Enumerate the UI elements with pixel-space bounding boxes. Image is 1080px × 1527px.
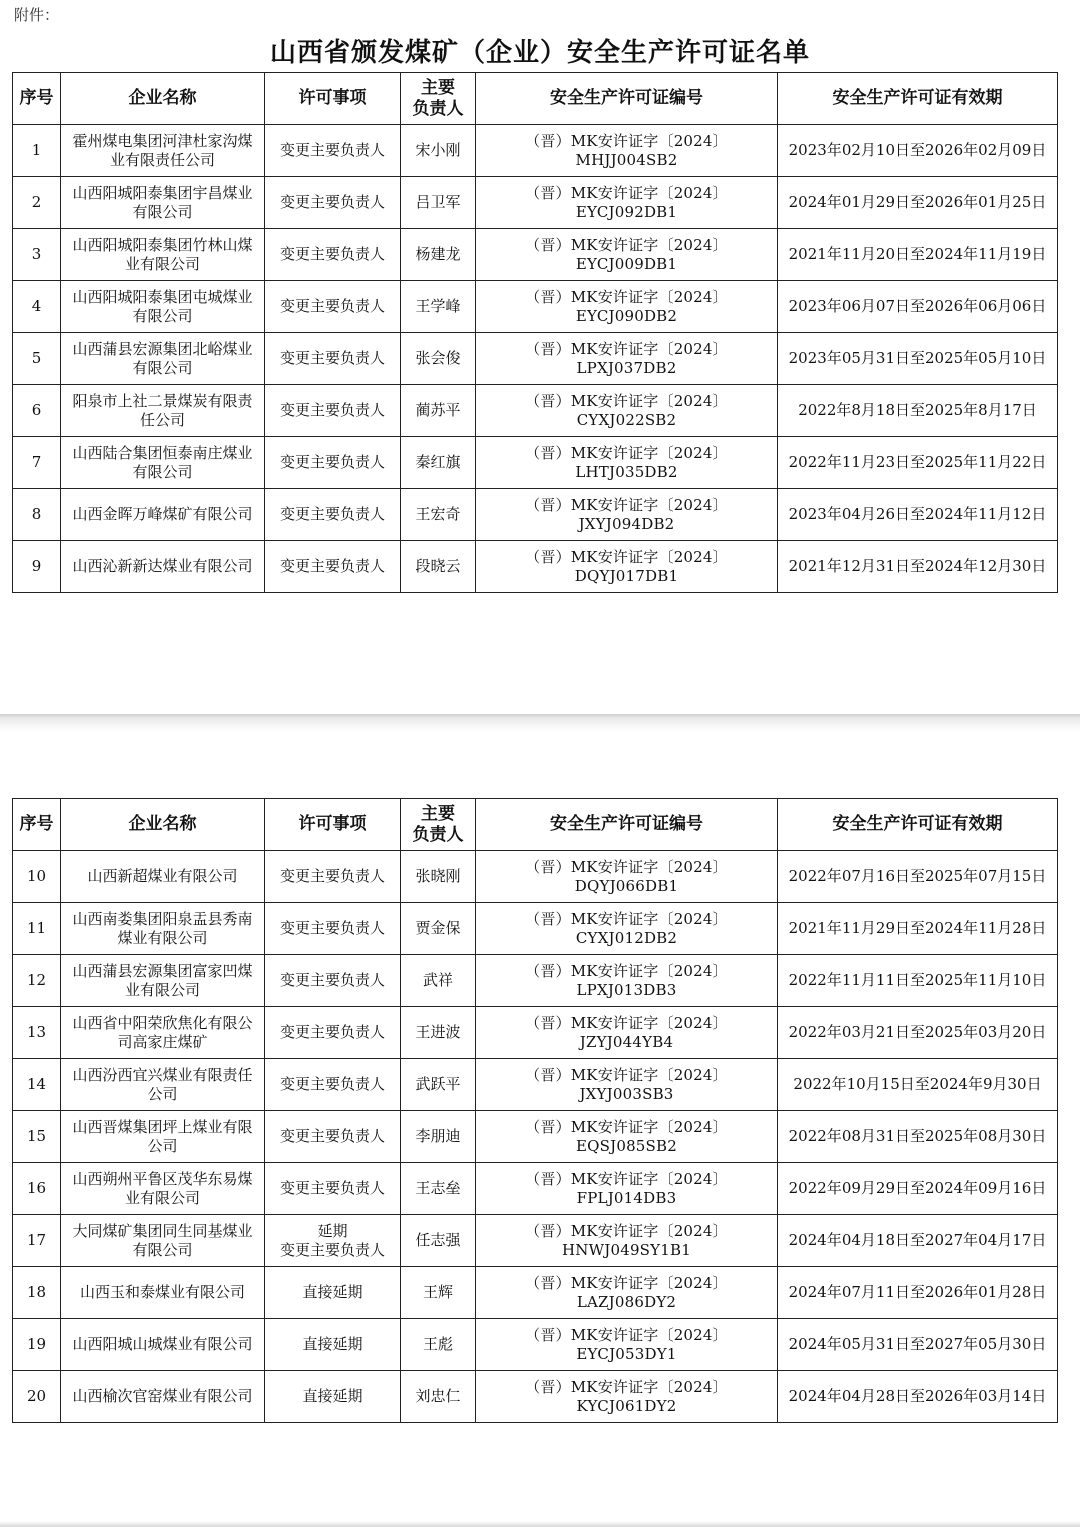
cell-no: 15: [13, 1111, 61, 1163]
attachment-label: 附件：: [14, 6, 60, 24]
table-row: [13, 333, 1058, 385]
cell-item: 变更主要负责人: [265, 333, 401, 385]
cell-no: 6: [13, 385, 61, 437]
table-header-row: [13, 799, 1058, 851]
table-row: [13, 1059, 1058, 1111]
cell-person: 刘忠仁: [401, 1371, 476, 1423]
cell-person: 王宏奇: [401, 489, 476, 541]
cell-person: 张晓刚: [401, 851, 476, 903]
table-row: [13, 437, 1058, 489]
cell-company: 阳泉市上社二景煤炭有限责 任公司: [61, 385, 265, 437]
table-row: [13, 489, 1058, 541]
cell-no: 2: [13, 177, 61, 229]
cell-validity: 2024年01月29日至2026年01月25日: [778, 177, 1058, 229]
cell-no: 16: [13, 1163, 61, 1215]
cell-item: 变更主要负责人: [265, 177, 401, 229]
cell-item: 变更主要负责人: [265, 955, 401, 1007]
cell-validity: 2024年07月11日至2026年01月28日: [778, 1267, 1058, 1319]
cell-item: 变更主要负责人: [265, 281, 401, 333]
cell-person: 武跃平: [401, 1059, 476, 1111]
document-title: 山西省颁发煤矿（企业）安全生产许可证名单: [269, 38, 810, 68]
cell-validity: 2024年05月31日至2027年05月30日: [778, 1319, 1058, 1371]
cell-person: 蔺苏平: [401, 385, 476, 437]
cell-company: 山西阳城阳泰集团宇昌煤业 有限公司: [61, 177, 265, 229]
cell-no: 20: [13, 1371, 61, 1423]
table-row: [13, 1163, 1058, 1215]
cell-item: 延期 变更主要负责人: [265, 1215, 401, 1267]
document-page-1: [0, 0, 1080, 714]
cell-validity: 2022年11月11日至2025年11月10日: [778, 955, 1058, 1007]
cell-company: 山西新超煤业有限公司: [61, 851, 265, 903]
cell-license: （晋）MK安许证字〔2024〕MHJJ004SB2: [476, 125, 778, 177]
cell-no: 17: [13, 1215, 61, 1267]
cell-no: 7: [13, 437, 61, 489]
cell-item: 变更主要负责人: [265, 1163, 401, 1215]
cell-company: 山西玉和泰煤业有限公司: [61, 1267, 265, 1319]
cell-company: 山西榆次官窑煤业有限公司: [61, 1371, 265, 1423]
cell-company: 山西蒲县宏源集团富家凹煤 业有限公司: [61, 955, 265, 1007]
cell-person: 宋小刚: [401, 125, 476, 177]
cell-company: 山西朔州平鲁区茂华东易煤 业有限公司: [61, 1163, 265, 1215]
cell-company: 山西阳城阳泰集团竹林山煤 业有限公司: [61, 229, 265, 281]
cell-item: 直接延期: [265, 1371, 401, 1423]
cell-item: 变更主要负责人: [265, 437, 401, 489]
header-validity: 安全生产许可证有效期: [778, 73, 1058, 125]
cell-no: 1: [13, 125, 61, 177]
cell-no: 14: [13, 1059, 61, 1111]
cell-validity: 2022年11月23日至2025年11月22日: [778, 437, 1058, 489]
cell-item: 变更主要负责人: [265, 1059, 401, 1111]
document-page-2: [0, 732, 1080, 1527]
header-item: 许可事项: [265, 799, 401, 851]
table-row: [13, 125, 1058, 177]
table-row: [13, 851, 1058, 903]
cell-no: 12: [13, 955, 61, 1007]
cell-validity: 2021年11月20日至2024年11月19日: [778, 229, 1058, 281]
cell-license: （晋）MK安许证字〔2024〕HNWJ049SY1B1: [476, 1215, 778, 1267]
cell-license: （晋）MK安许证字〔2024〕EYCJ090DB2: [476, 281, 778, 333]
cell-license: （晋）MK安许证字〔2024〕CYXJ022SB2: [476, 385, 778, 437]
cell-license: （晋）MK安许证字〔2024〕JXYJ094DB2: [476, 489, 778, 541]
cell-company: 山西沁新新达煤业有限公司: [61, 541, 265, 593]
cell-item: 变更主要负责人: [265, 1111, 401, 1163]
cell-company: 山西阳城阳泰集团屯城煤业 有限公司: [61, 281, 265, 333]
cell-item: 直接延期: [265, 1319, 401, 1371]
table-row: [13, 1371, 1058, 1423]
cell-validity: 2022年07月16日至2025年07月15日: [778, 851, 1058, 903]
cell-validity: 2021年11月29日至2024年11月28日: [778, 903, 1058, 955]
cell-no: 8: [13, 489, 61, 541]
cell-validity: 2023年06月07日至2026年06月06日: [778, 281, 1058, 333]
cell-license: （晋）MK安许证字〔2024〕LHTJ035DB2: [476, 437, 778, 489]
cell-license: （晋）MK安许证字〔2024〕DQYJ017DB1: [476, 541, 778, 593]
table-row: [13, 541, 1058, 593]
cell-no: 5: [13, 333, 61, 385]
cell-item: 变更主要负责人: [265, 1007, 401, 1059]
cell-person: 贾金保: [401, 903, 476, 955]
page-separator: [0, 714, 1080, 732]
cell-validity: 2024年04月28日至2026年03月14日: [778, 1371, 1058, 1423]
cell-company: 山西蒲县宏源集团北峪煤业 有限公司: [61, 333, 265, 385]
cell-item: 变更主要负责人: [265, 385, 401, 437]
table-row: [13, 1215, 1058, 1267]
cell-validity: 2021年12月31日至2024年12月30日: [778, 541, 1058, 593]
cell-company: 山西晋煤集团坪上煤业有限 公司: [61, 1111, 265, 1163]
cell-company: 山西陆合集团恒泰南庄煤业 有限公司: [61, 437, 265, 489]
header-company: 企业名称: [61, 73, 265, 125]
cell-item: 变更主要负责人: [265, 541, 401, 593]
cell-no: 4: [13, 281, 61, 333]
header-validity: 安全生产许可证有效期: [778, 799, 1058, 851]
license-table-page-2: [12, 798, 1058, 1423]
cell-license: （晋）MK安许证字〔2024〕JZYJ044YB4: [476, 1007, 778, 1059]
cell-no: 10: [13, 851, 61, 903]
cell-validity: 2022年8月18日至2025年8月17日: [778, 385, 1058, 437]
cell-company: 山西南娄集团阳泉盂县秀南 煤业有限公司: [61, 903, 265, 955]
cell-no: 3: [13, 229, 61, 281]
table-row: [13, 1111, 1058, 1163]
table-row: [13, 385, 1058, 437]
table-row: [13, 1007, 1058, 1059]
cell-license: （晋）MK安许证字〔2024〕LPXJ037DB2: [476, 333, 778, 385]
cell-validity: 2022年03月21日至2025年03月20日: [778, 1007, 1058, 1059]
cell-item: 变更主要负责人: [265, 851, 401, 903]
table-body-page-2: [13, 851, 1058, 1423]
cell-company: 霍州煤电集团河津杜家沟煤 业有限责任公司: [61, 125, 265, 177]
cell-person: 秦红旗: [401, 437, 476, 489]
cell-person: 杨建龙: [401, 229, 476, 281]
cell-no: 11: [13, 903, 61, 955]
cell-company: 山西阳城山城煤业有限公司: [61, 1319, 265, 1371]
cell-no: 13: [13, 1007, 61, 1059]
cell-license: （晋）MK安许证字〔2024〕LPXJ013DB3: [476, 955, 778, 1007]
cell-item: 变更主要负责人: [265, 229, 401, 281]
cell-no: 18: [13, 1267, 61, 1319]
header-person: 主要 负责人: [401, 73, 476, 125]
header-no: 序号: [13, 73, 61, 125]
cell-company: 大同煤矿集团同生同基煤业 有限公司: [61, 1215, 265, 1267]
cell-item: 变更主要负责人: [265, 489, 401, 541]
cell-item: 变更主要负责人: [265, 903, 401, 955]
header-item: 许可事项: [265, 73, 401, 125]
table-row: [13, 903, 1058, 955]
table-row: [13, 955, 1058, 1007]
cell-person: 武祥: [401, 955, 476, 1007]
table-row: [13, 229, 1058, 281]
cell-license: （晋）MK安许证字〔2024〕EQSJ085SB2: [476, 1111, 778, 1163]
cell-person: 段晓云: [401, 541, 476, 593]
cell-person: 王志垒: [401, 1163, 476, 1215]
cell-company: 山西汾西宜兴煤业有限责任 公司: [61, 1059, 265, 1111]
cell-item: 变更主要负责人: [265, 125, 401, 177]
cell-person: 王辉: [401, 1267, 476, 1319]
table-row: [13, 1267, 1058, 1319]
cell-item: 直接延期: [265, 1267, 401, 1319]
cell-license: （晋）MK安许证字〔2024〕EYCJ009DB1: [476, 229, 778, 281]
cell-validity: 2022年08月31日至2025年08月30日: [778, 1111, 1058, 1163]
header-company: 企业名称: [61, 799, 265, 851]
cell-person: 王彪: [401, 1319, 476, 1371]
cell-validity: 2024年04月18日至2027年04月17日: [778, 1215, 1058, 1267]
cell-no: 19: [13, 1319, 61, 1371]
cell-validity: 2022年10月15日至2024年9月30日: [778, 1059, 1058, 1111]
table-body-page-1: [13, 125, 1058, 593]
cell-license: （晋）MK安许证字〔2024〕FPLJ014DB3: [476, 1163, 778, 1215]
cell-license: （晋）MK安许证字〔2024〕KYCJ061DY2: [476, 1371, 778, 1423]
header-license: 安全生产许可证编号: [476, 73, 778, 125]
cell-validity: 2023年02月10日至2026年02月09日: [778, 125, 1058, 177]
header-person: 主要 负责人: [401, 799, 476, 851]
header-license: 安全生产许可证编号: [476, 799, 778, 851]
table-header-row: [13, 73, 1058, 125]
cell-person: 吕卫军: [401, 177, 476, 229]
cell-person: 王进波: [401, 1007, 476, 1059]
license-table-page-1: [12, 72, 1058, 593]
cell-no: 9: [13, 541, 61, 593]
table-row: [13, 281, 1058, 333]
table-row: [13, 177, 1058, 229]
cell-person: 张会俊: [401, 333, 476, 385]
page-bottom-edge: [0, 1521, 1080, 1527]
header-no: 序号: [13, 799, 61, 851]
cell-license: （晋）MK安许证字〔2024〕DQYJ066DB1: [476, 851, 778, 903]
table-row: [13, 1319, 1058, 1371]
cell-license: （晋）MK安许证字〔2024〕CYXJ012DB2: [476, 903, 778, 955]
cell-company: 山西金晖万峰煤矿有限公司: [61, 489, 265, 541]
cell-license: （晋）MK安许证字〔2024〕EYCJ092DB1: [476, 177, 778, 229]
cell-company: 山西省中阳荣欣焦化有限公 司高家庄煤矿: [61, 1007, 265, 1059]
cell-validity: 2023年05月31日至2025年05月10日: [778, 333, 1058, 385]
cell-license: （晋）MK安许证字〔2024〕LAZJ086DY2: [476, 1267, 778, 1319]
cell-person: 任志强: [401, 1215, 476, 1267]
cell-license: （晋）MK安许证字〔2024〕EYCJ053DY1: [476, 1319, 778, 1371]
cell-validity: 2023年04月26日至2024年11月12日: [778, 489, 1058, 541]
cell-person: 李朋迪: [401, 1111, 476, 1163]
cell-validity: 2022年09月29日至2024年09月16日: [778, 1163, 1058, 1215]
cell-license: （晋）MK安许证字〔2024〕JXYJ003SB3: [476, 1059, 778, 1111]
cell-person: 王学峰: [401, 281, 476, 333]
